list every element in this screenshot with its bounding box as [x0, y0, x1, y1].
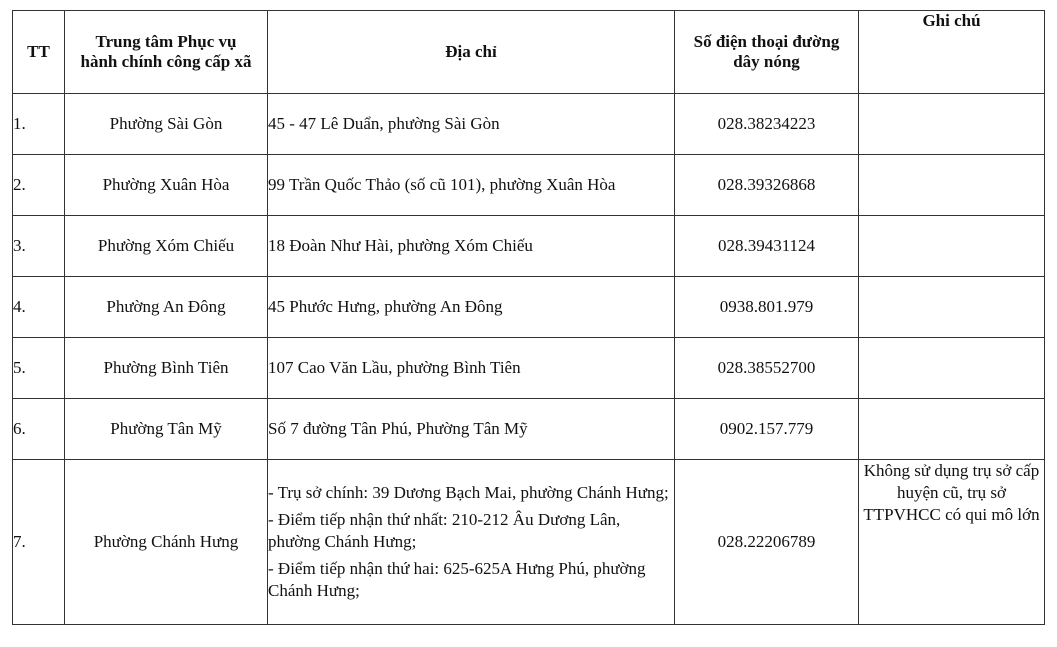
header-address: Địa chỉ	[268, 11, 675, 94]
center-name: Phường An Đông	[65, 277, 268, 338]
header-note: Ghi chú	[859, 11, 1045, 94]
center-name: Phường Chánh Hưng	[65, 460, 268, 625]
address-main-office: - Trụ sở chính: 39 Dương Bạch Mai, phường Chánh Hưng;	[268, 483, 669, 502]
service-center-table	[12, 10, 1045, 625]
header-center: Trung tâm Phục vụ hành chính công cấp xã	[65, 11, 268, 94]
table-row	[13, 399, 1045, 460]
center-address-multi	[268, 460, 675, 625]
note-cell	[859, 216, 1045, 277]
row-number: 3.	[13, 216, 65, 277]
address-reception-point-2: - Điểm tiếp nhận thứ hai: 625-625A Hưng Phú, phường Chánh Hưng;	[268, 559, 646, 600]
center-name: Phường Xuân Hòa	[65, 155, 268, 216]
hotline-phone: 0902.157.779	[675, 399, 859, 460]
center-address: Số 7 đường Tân Phú, Phường Tân Mỹ	[268, 399, 675, 460]
row-number: 4.	[13, 277, 65, 338]
row-number: 2.	[13, 155, 65, 216]
center-address: 45 Phước Hưng, phường An Đông	[268, 277, 675, 338]
address-reception-point-1: - Điểm tiếp nhận thứ nhất: 210-212 Âu Dương Lân, phường Chánh Hưng;	[268, 510, 621, 551]
row-number: 7.	[13, 460, 65, 625]
center-address: 99 Trần Quốc Thảo (số cũ 101), phường Xuân Hòa	[268, 155, 675, 216]
table-row	[13, 155, 1045, 216]
hotline-phone: 028.38234223	[675, 94, 859, 155]
note-cell	[859, 94, 1045, 155]
table-row	[13, 277, 1045, 338]
row-number: 1.	[13, 94, 65, 155]
hotline-phone: 028.39431124	[675, 216, 859, 277]
row-number: 5.	[13, 338, 65, 399]
header-phone: Số điện thoại đường dây nóng	[675, 11, 859, 94]
table-header-row	[13, 11, 1045, 94]
center-address: 107 Cao Văn Lầu, phường Bình Tiên	[268, 338, 675, 399]
note-cell	[859, 155, 1045, 216]
hotline-phone: 028.39326868	[675, 155, 859, 216]
note-cell: Không sử dụng trụ sở cấp huyện cũ, trụ sở TTPVHCC có qui mô lớn	[859, 460, 1045, 625]
note-cell	[859, 399, 1045, 460]
hotline-phone: 028.38552700	[675, 338, 859, 399]
header-tt: TT	[13, 11, 65, 94]
note-cell	[859, 338, 1045, 399]
center-name: Phường Xóm Chiếu	[65, 216, 268, 277]
hotline-phone: 028.22206789	[675, 460, 859, 625]
table-row	[13, 338, 1045, 399]
center-address: 18 Đoàn Như Hài, phường Xóm Chiếu	[268, 216, 675, 277]
center-name: Phường Bình Tiên	[65, 338, 268, 399]
table-row	[13, 216, 1045, 277]
hotline-phone: 0938.801.979	[675, 277, 859, 338]
table-row	[13, 94, 1045, 155]
table-row	[13, 460, 1045, 625]
center-name: Phường Sài Gòn	[65, 94, 268, 155]
center-name: Phường Tân Mỹ	[65, 399, 268, 460]
row-number: 6.	[13, 399, 65, 460]
center-address: 45 - 47 Lê Duẩn, phường Sài Gòn	[268, 94, 675, 155]
note-cell	[859, 277, 1045, 338]
